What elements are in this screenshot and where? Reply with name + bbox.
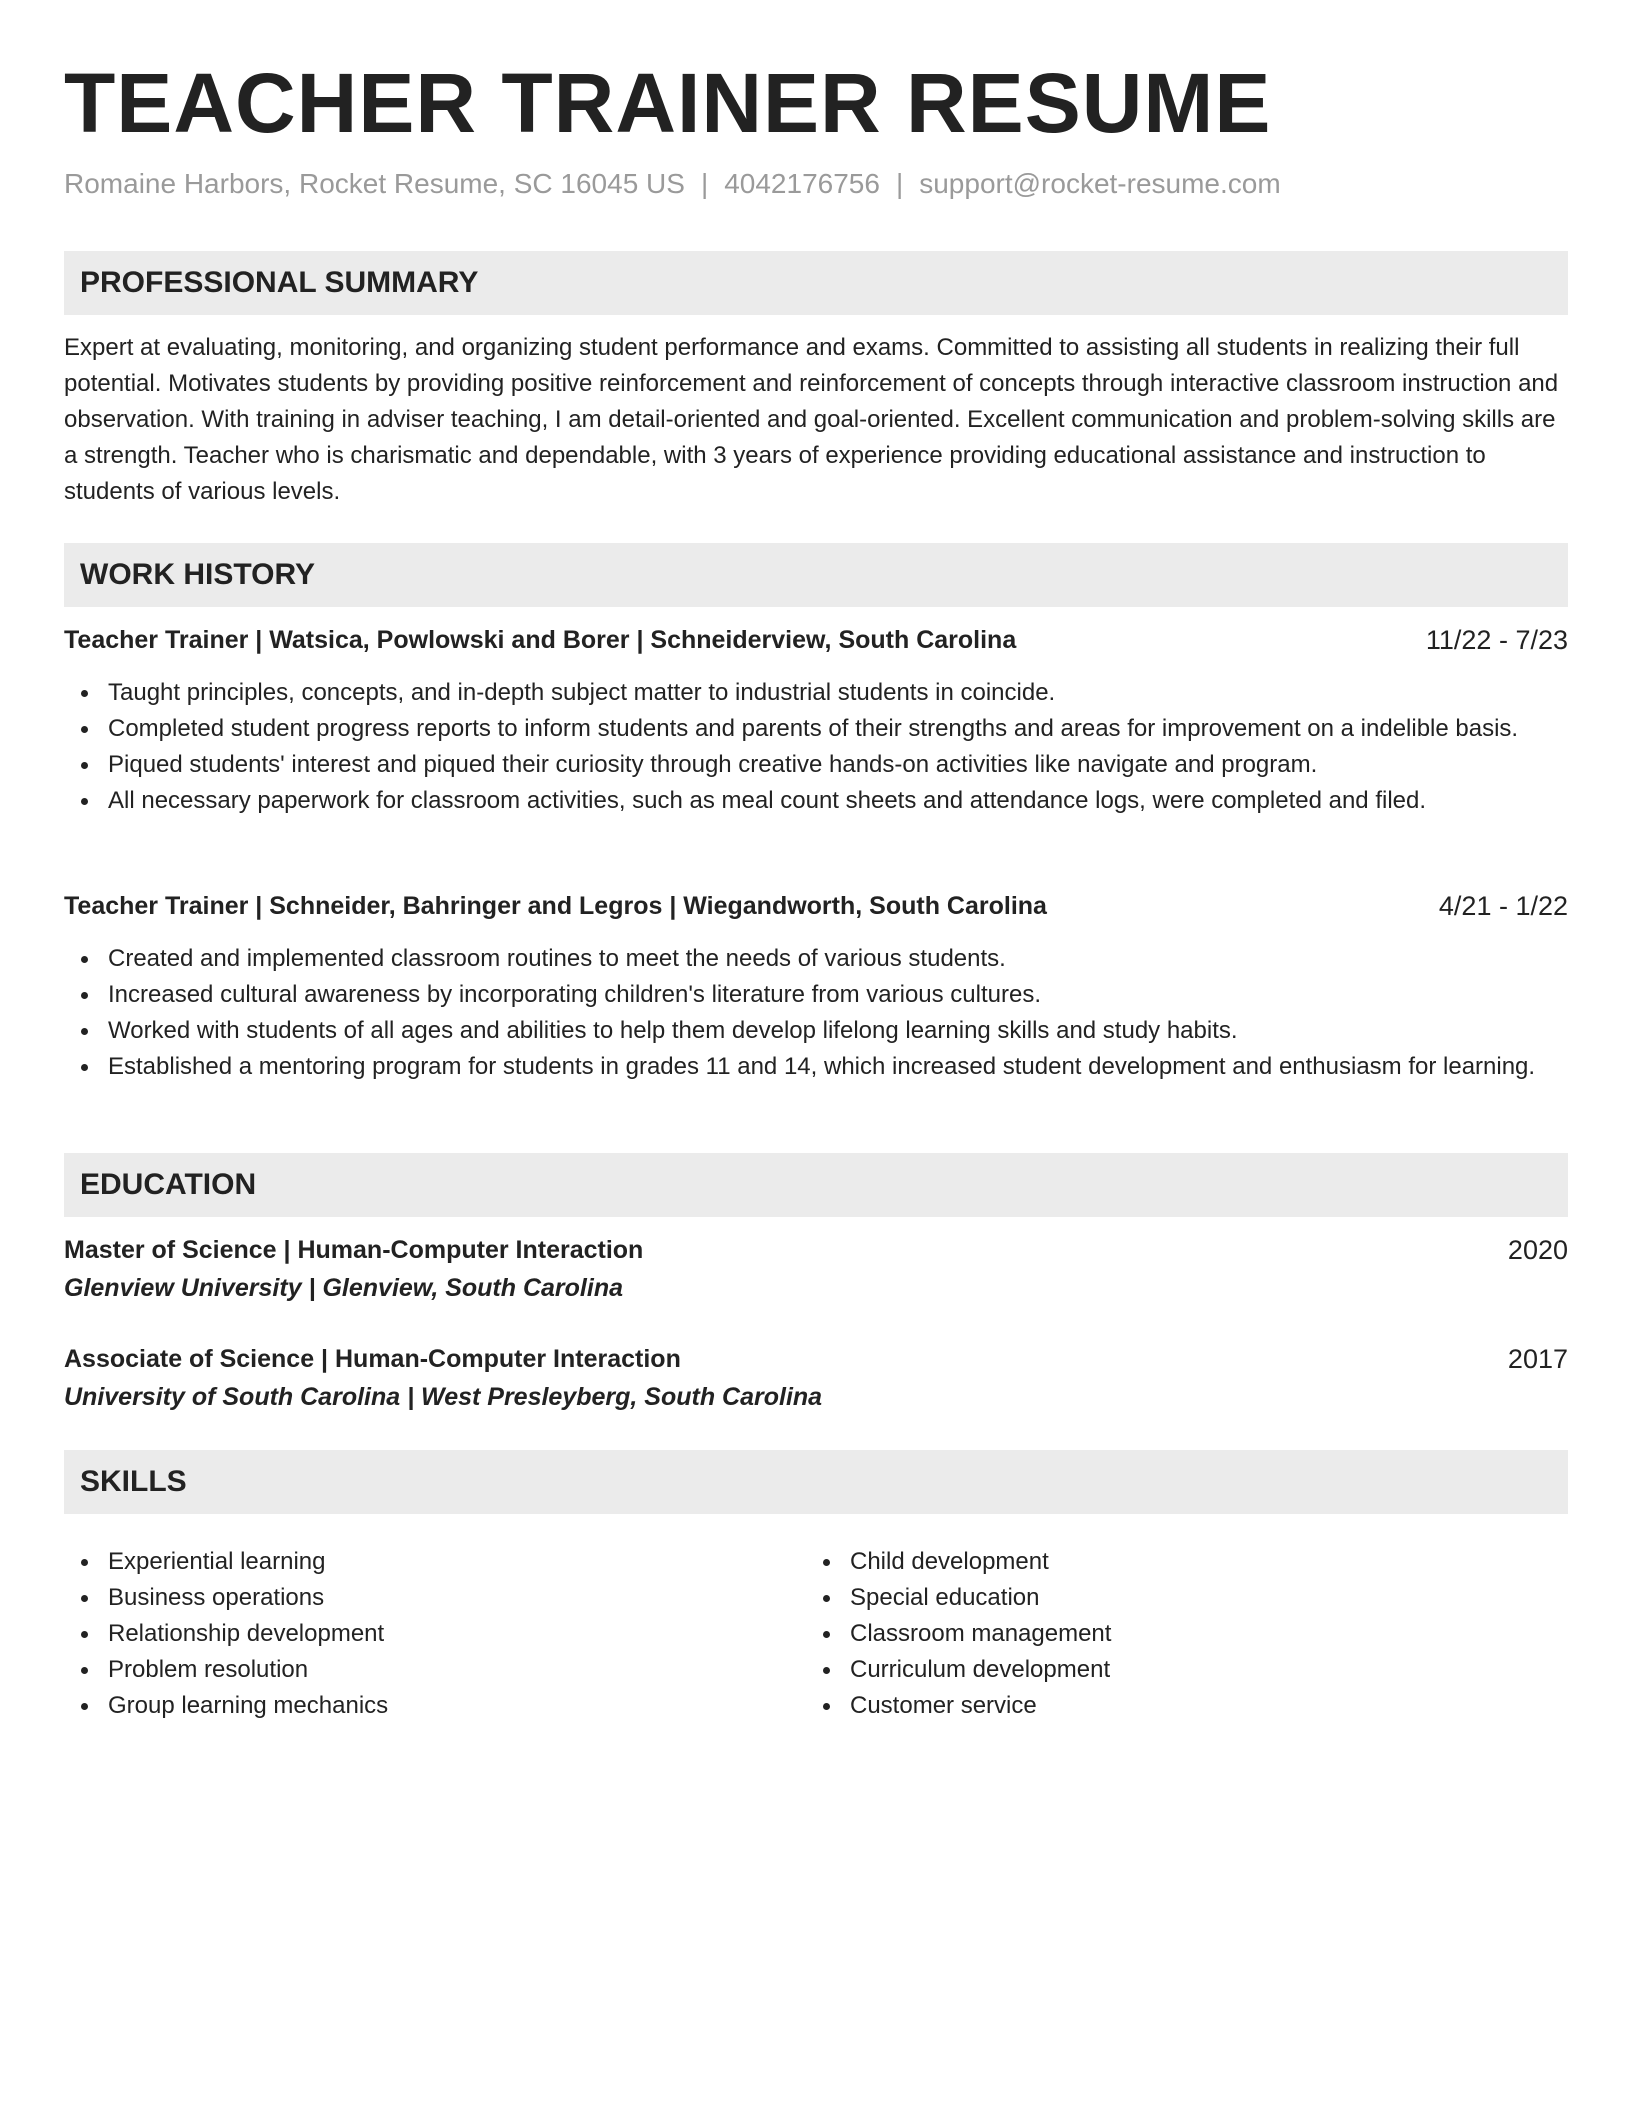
skill-item: Relationship development bbox=[64, 1616, 804, 1652]
education-year: 2017 bbox=[1507, 1344, 1568, 1374]
job-bullet: Increased cultural awareness by incorporating children's literature from various cultures. bbox=[64, 977, 1568, 1013]
job-bullets bbox=[64, 675, 1568, 819]
job-title: Teacher Trainer | Schneider, Bahringer and Legros | Wiegandworth, South Carolina bbox=[64, 892, 1047, 920]
skills-column-right bbox=[806, 1544, 1546, 1724]
resume-title: TEACHER TRAINER RESUME bbox=[64, 56, 1272, 150]
skill-item: Experiential learning bbox=[64, 1544, 804, 1580]
contact-separator: | bbox=[700, 168, 709, 199]
contact-address: Romaine Harbors, Rocket Resume, SC 16045 US bbox=[64, 168, 685, 199]
education-school: University of South Carolina | West Presleyberg, South Carolina bbox=[64, 1383, 823, 1411]
education-header bbox=[64, 1232, 1568, 1268]
job-dates: 11/22 - 7/23 bbox=[1425, 625, 1568, 655]
skill-item: Curriculum development bbox=[806, 1652, 1546, 1688]
skills-list bbox=[806, 1544, 1546, 1724]
section-heading-education: EDUCATION bbox=[64, 1153, 1568, 1217]
skill-item: Group learning mechanics bbox=[64, 1688, 804, 1724]
skill-item: Business operations bbox=[64, 1580, 804, 1616]
skills-list bbox=[64, 1544, 804, 1724]
skill-item: Customer service bbox=[806, 1688, 1546, 1724]
education-header bbox=[64, 1341, 1568, 1377]
job-bullet: Completed student progress reports to inform students and parents of their strengths and areas for improvement on a indelible basis. bbox=[64, 711, 1568, 747]
job-bullet: Established a mentoring program for students in grades 11 and 14, which increased student development and enthusiasm for learning. bbox=[64, 1049, 1568, 1085]
skill-item: Problem resolution bbox=[64, 1652, 804, 1688]
education-school: Glenview University | Glenview, South Carolina bbox=[64, 1274, 623, 1302]
summary-text: Expert at evaluating, monitoring, and organizing student performance and exams. Committed to assisting all students in realizing their full potential. Motivates students by providing positive reinforcement and reinforcement of concepts through interactive classroom instruction and observation. With training in adviser teaching, I am detail-oriented and goal-oriented. Excellent communication and problem-solving skills are a strength. Teacher who is charismatic and dependable, with 3 years of experience providing educational assistance and instruction to students of various levels. bbox=[64, 334, 1559, 505]
job-dates: 4/21 - 1/22 bbox=[1438, 891, 1568, 921]
contact-phone: 4042176756 bbox=[724, 168, 880, 199]
contact-line bbox=[64, 166, 1281, 202]
education-degree: Associate of Science | Human-Computer Interaction bbox=[64, 1345, 681, 1373]
job-bullet: All necessary paperwork for classroom activities, such as meal count sheets and attendance logs, were completed and filed. bbox=[64, 783, 1568, 819]
job-title: Teacher Trainer | Watsica, Powlowski and Borer | Schneiderview, South Carolina bbox=[64, 626, 1017, 654]
job-bullets bbox=[64, 941, 1568, 1085]
section-heading-summary: PROFESSIONAL SUMMARY bbox=[64, 251, 1568, 315]
contact-email: support@rocket-resume.com bbox=[919, 168, 1281, 199]
job-bullet: Taught principles, concepts, and in-depth subject matter to industrial students in coincide. bbox=[64, 675, 1568, 711]
job-header bbox=[64, 888, 1568, 924]
section-heading-skills: SKILLS bbox=[64, 1450, 1568, 1514]
job-bullet: Piqued students' interest and piqued their curiosity through creative hands-on activities like navigate and program. bbox=[64, 747, 1568, 783]
job-bullet: Worked with students of all ages and abilities to help them develop lifelong learning skills and study habits. bbox=[64, 1013, 1568, 1049]
skill-item: Classroom management bbox=[806, 1616, 1546, 1652]
skills-column-left bbox=[64, 1544, 804, 1724]
skill-item: Child development bbox=[806, 1544, 1546, 1580]
job-header bbox=[64, 622, 1568, 658]
section-heading-work-history: WORK HISTORY bbox=[64, 543, 1568, 607]
job-bullet: Created and implemented classroom routines to meet the needs of various students. bbox=[64, 941, 1568, 977]
skill-item: Special education bbox=[806, 1580, 1546, 1616]
contact-separator: | bbox=[895, 168, 904, 199]
education-degree: Master of Science | Human-Computer Interaction bbox=[64, 1236, 644, 1264]
education-year: 2020 bbox=[1507, 1235, 1568, 1265]
